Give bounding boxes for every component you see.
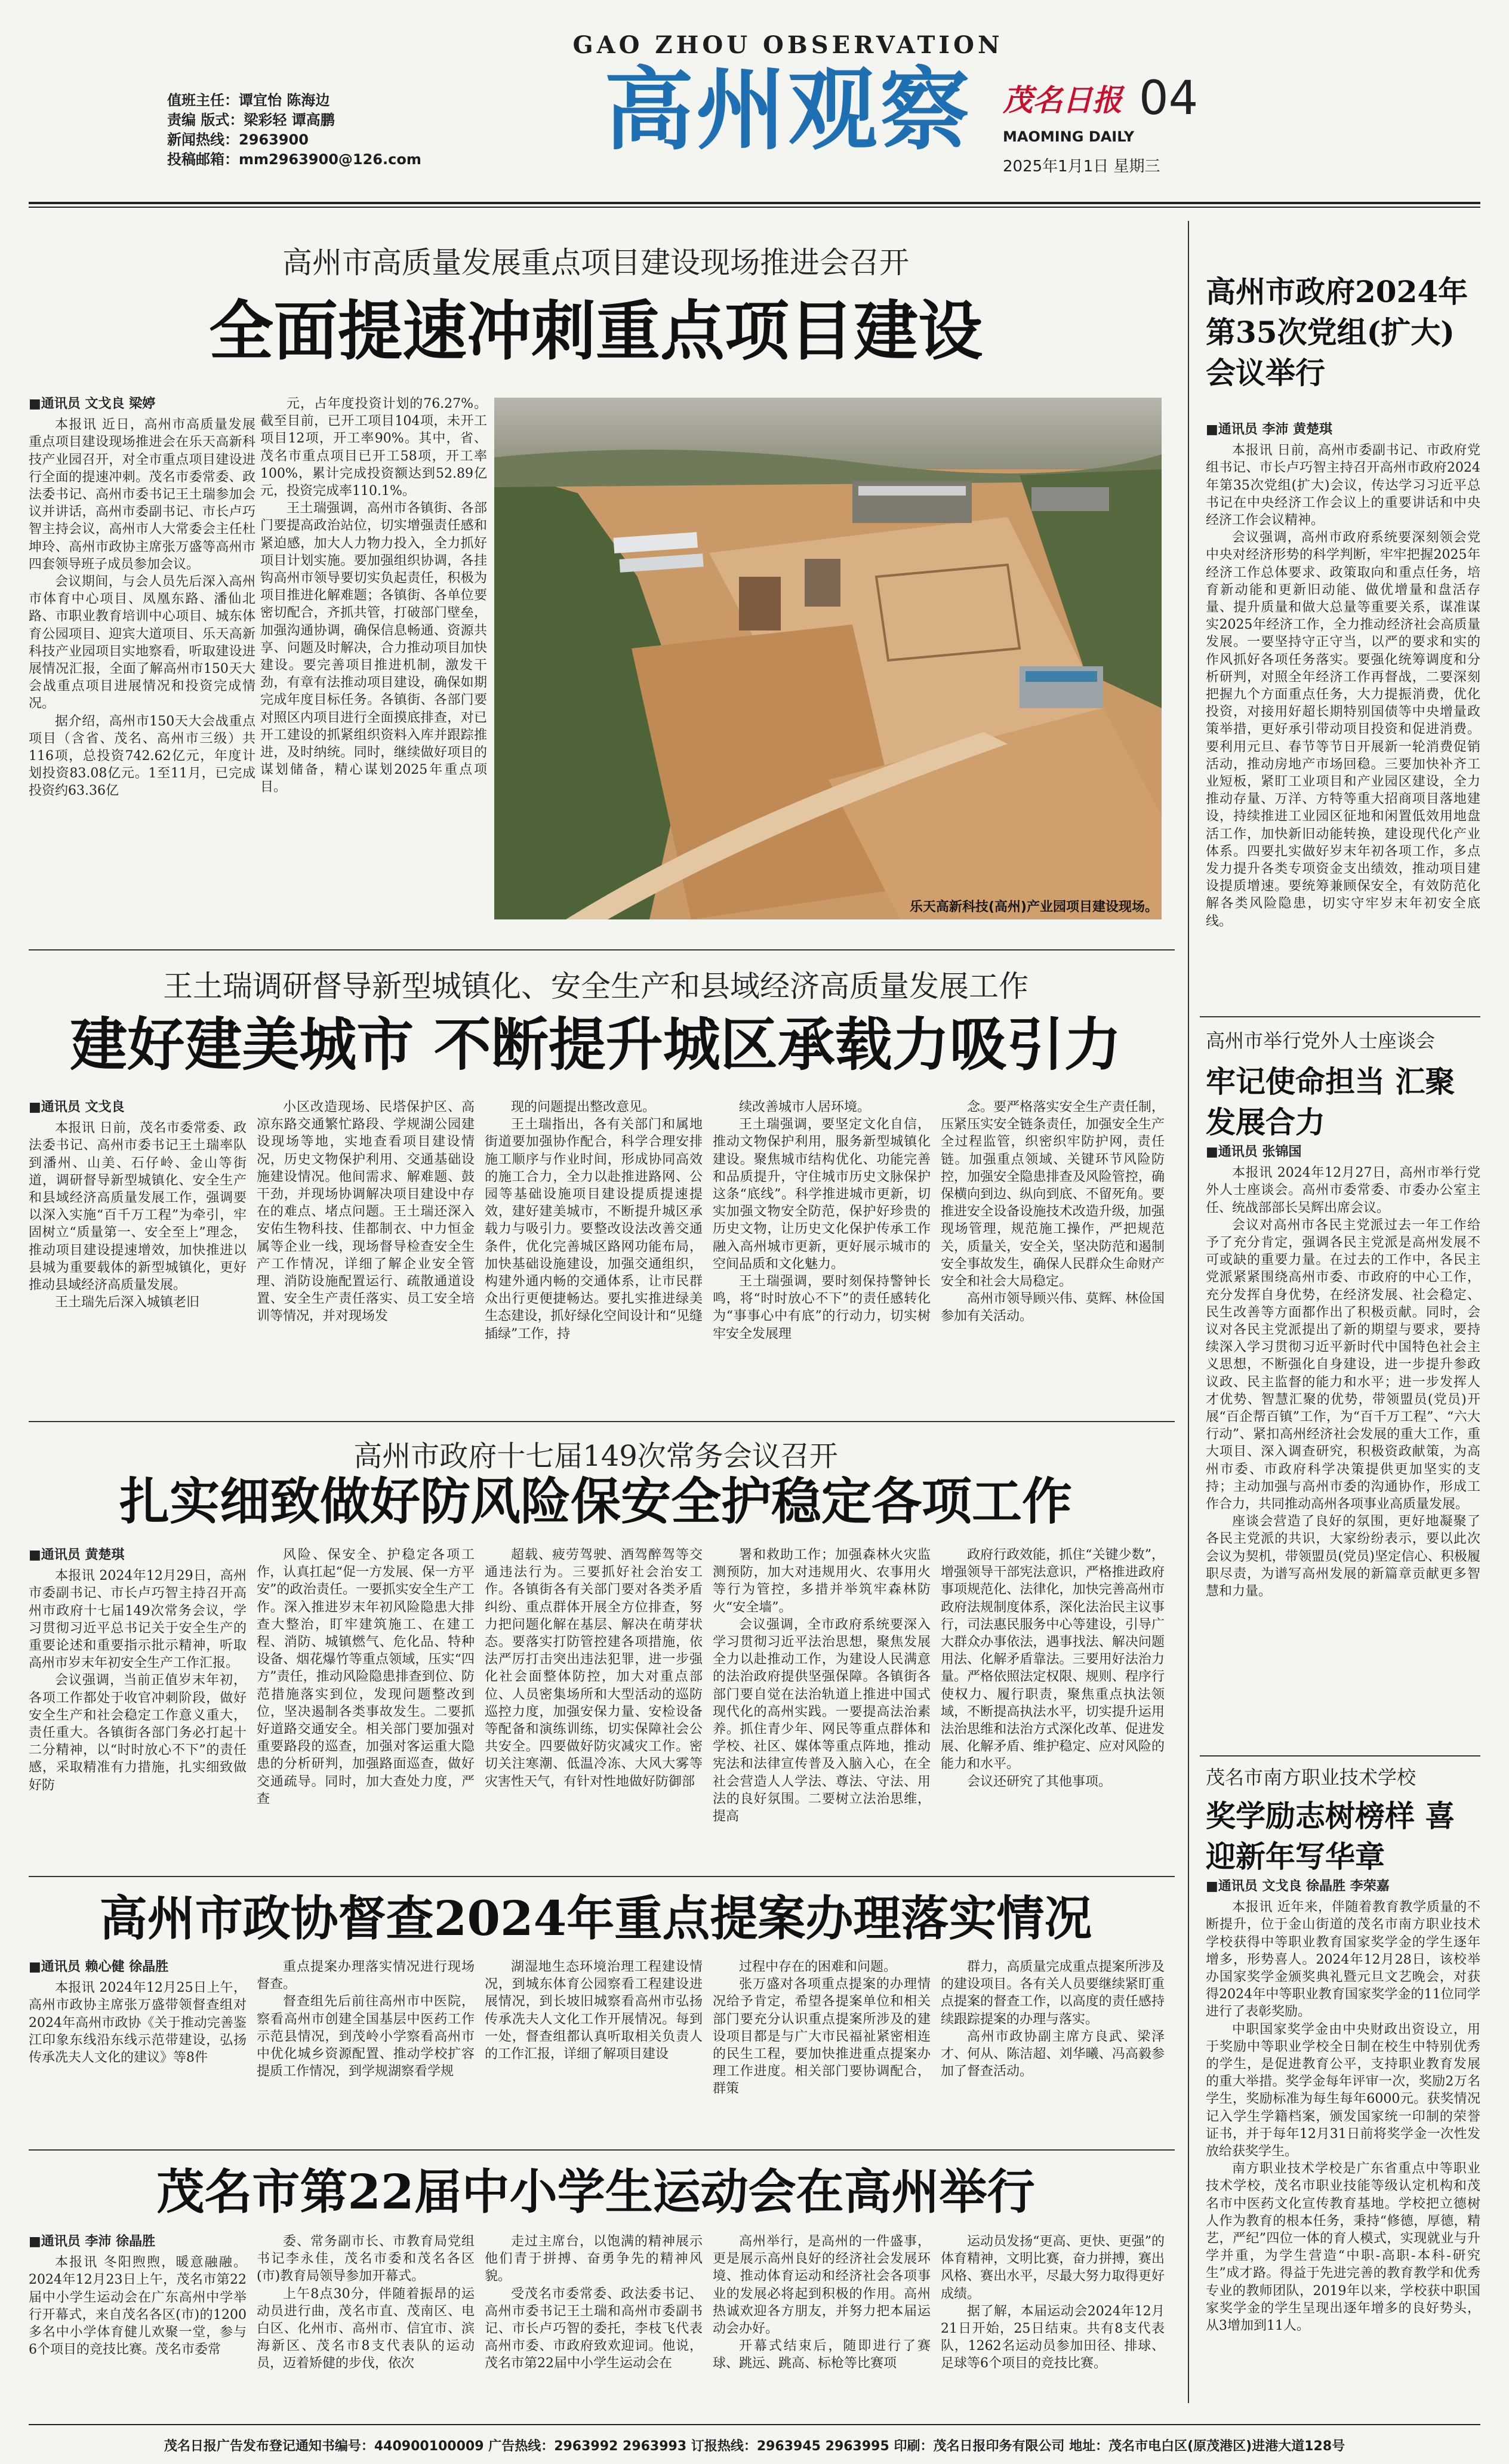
sidebar-article1: [1206, 272, 1480, 393]
paragraph: 中职国家奖学金由中央财政出资设立，用于奖励中等职业学校全日制在校生中特别优秀的学生，是促进教育公平，支持职业教育发展的重大举措。奖学金每年评审一次，奖励2万名学生，奖励标准为每生每年6000元。获奖情况记入学生学籍档案，颁发国家统一印制的荣誉证书，并于每年12月31日前将奖学金一次性发放给获奖学生。: [1206, 2022, 1480, 2160]
footer-rule: [29, 2424, 1480, 2425]
paragraph: 会议强调，当前正值岁末年初，各项工作都处于收官冲刺阶段，做好安全生产和社会稳定工作意义重大，责任重大。各镇街各部门务必打起十二分精神，以“时时放心不下”的责任感，采取精准有力措施，扎实细致做好防: [29, 1673, 247, 1793]
paper-logo: 茂名日报: [1003, 82, 1122, 118]
paragraph: 高州举行，是高州的一件盛事，更是展示高州良好的经济社会发展环境、推动体育运动和经济社会各项事业的发展必将起到积极的作用。高州热诚欢迎各方朋友，并努力把本届运动会办好。: [713, 2234, 931, 2337]
issue-date: 2025年1月1日 星期三: [1003, 158, 1160, 176]
paragraph: 走过主席台，以饱满的精神展示他们青于拼搏、奋勇争先的精神风貌。: [485, 2234, 703, 2284]
footer-info: 茂名日报广告发布登记通知书编号：440900100009 广告热线：2963992 2963993 订报热线：2963945 2963995 印刷：茂名日报印务有限公司 地址：茂名市电白区(原茂港区)进港大道128号: [164, 2439, 1345, 2454]
paragraph: 高州市政协副主席方良武、梁泽才、何从、陈洁超、刘华曦、冯高毅参加了督查活动。: [941, 2029, 1165, 2080]
article5-col: [29, 2233, 247, 2406]
paragraph: 本报讯 近日，高州市高质量发展重点项目建设现场推进会在乐天高新科技产业园召开，对全市重点项目建设进行全面的提速冲刺。茂名市委常委、政法委书记、高州市委书记王土瑞参加会议并讲话，高州市委副书记、市长卢巧智主持会议，高州市人大常委会主任杜坤玲、高州市政协主席张万盛等高州市四套领导班子成员参加会议。: [29, 417, 255, 572]
masthead-rule-thin: [29, 207, 1480, 208]
article5-col: [941, 2233, 1165, 2406]
article4-col: [713, 1958, 931, 2143]
article3-headline: 扎实细致做好防风险保安全护稳定各项工作: [119, 1472, 1072, 1531]
sidebar2-byline: ■通讯员 张锦国: [1206, 1145, 1302, 1159]
article2-col: [713, 1099, 931, 1415]
paragraph: 本报讯 2024年12月27日，高州市举行党外人士座谈会。高州市委常委、市委办公室主任、统战部部长吴辉出席会议。: [1206, 1165, 1480, 1216]
paragraph: 受茂名市委常委、政法委书记、高州市委书记王土瑞和高州市委副书记、市长卢巧智的委托，李枝飞代表高州市委、市政府致欢迎词。他说，茂名市第22届中小学生运动会在: [485, 2286, 703, 2371]
paragraph: 署和救助工作；加强森林火灾监测预防，加大对违规用火、农事用火等行为管控，多措并举筑牢森林防火“安全墙”。: [713, 1548, 931, 1615]
paragraph: 会议强调，全市政府系统要深入学习贯彻习近平法治思想，聚焦发展全力以赴推动工作，为建设人民满意的法治政府提供坚强保障。各镇街各部门要自觉在法治轨道上推进中国式现代化的高州实践。一要提高法治素养。抓住青少年、网民等重点群体和学校、社区、媒体等重点阵地，推动宪法和法律宣传普及入脑入心，在全社会营造人人学法、尊法、守法、用法的良好氛围。二要树立法治思维，提高: [713, 1617, 931, 1825]
paragraph: 张万盛对各项重点提案的办理情况给予肯定，希望各提案单位和相关部门要充分认识重点提案所涉及的建设项目都是与广大市民福祉紧密相连的民生工程，要加快推进重点提案办理工作进度。相关部门要协调配合，群策: [713, 1977, 931, 2097]
article4-col: [29, 1958, 247, 2143]
paragraph: 现的问题提出整改意见。: [511, 1100, 656, 1115]
paragraph: 本报讯 2024年12月25日上午，高州市政协主席张万盛带领督查组对2024年高州市政协《关于推动完善鉴江印象东线沿东线示范带建设，弘扬传承冼夫人文化的建议》等8件: [29, 1980, 247, 2066]
article2-subtitle: 王土瑞调研督导新型城镇化、安全生产和县域经济高质量发展工作: [163, 969, 1028, 1004]
sidebar1-byline: ■通讯员 李沛 黄楚琪: [1206, 422, 1333, 437]
article3-col: [257, 1546, 475, 1869]
section-divider: [29, 1421, 1175, 1422]
paragraph: 会议还研究了其他事项。: [967, 1774, 1112, 1789]
paragraph: 开幕式结束后，随即进行了赛球、跳远、跳高、标枪等比赛项: [713, 2339, 931, 2371]
paragraph: 本报讯 近年来，伴随着教育教学质量的不断提升，位于金山街道的茂名市南方职业技术学校获得中等职业教育国家奖学金的学生逐年增多，形势喜人。2024年12月28日，该校举办国家奖学金颁奖典礼暨元旦文艺晚会，对获得2024年中等职业教育国家奖学金的11位同学进行了表彰奖励。: [1206, 1900, 1480, 2020]
paragraph: 群力，高质量完成重点提案所涉及的建设项目。各有关人员要继续紧盯重点提案的督查工作，以高度的责任感持续跟踪提案的办理与落实。: [941, 1959, 1165, 2027]
paragraph: 王土瑞指出，各有关部门和属地街道要加强协作配合，科学合理安排施工顺序与作业时间，形成协同高效的施工合力，全力以赴推进路网、公园等基础设施项目建设提质提速提效，建好建美城市，不断提升城区承载力与吸引力。要整改设法改善交通条件，优化完善城区路网功能布局，加快基础设施建设，加强交通组织，构建外通内畅的交通体系，让市民群众出行更便捷畅达。要扎实推进绿美生态建设，抓好绿化空间设计和“见缝插绿”工作，持: [485, 1117, 703, 1342]
article1-col1: [29, 395, 255, 945]
article4-col: [941, 1958, 1165, 2143]
paragraph: 超载、疲劳驾驶、酒驾醉驾等交通违法行为。三要抓好社会治安工作。各镇街各有关部门要对各类矛盾纠纷、重点群体开展全方位排查，努力把问题化解在基层、解决在萌芽状态。要落实打防管控建各项措施，依法严厉打击突出违法犯罪，进一步强化社会面整体防控，加大对重点部位、人员密集场所和大型活动的巡防巡控力度，加强安保力量、安检设备等配备和演练训练，切实保障社会公共安全。四要做好防灾减灾工作。密切关注寒潮、低温冷冻、大风大雾等灾害性天气，有针对性地做好防御部: [485, 1548, 703, 1789]
paragraph: 政府行政效能，抓住“关键少数”，增强领导干部宪法意识，严格推进政府事项规范化、法律化，加快完善高州市政府法规制度体系，深化法治民主议事行，司法惠民服务中心等建设，引导广大群众办事依法，遇事找法、解决问题用法、化解矛盾靠法。三要用好法治力量。严格依照法定权限、规则、程序行使权力、履行职责，聚焦重点执法领域，不断提高执法水平，切实提升运用法治思维和法治方式深化改革、促进发展、化解矛盾、维护稳定、应对风险的能力和水平。: [941, 1548, 1165, 1772]
paragraph: 过程中存在的困难和问题。: [739, 1959, 897, 1974]
article5-headline: 茂名市第22届中小学生运动会在高州举行: [156, 2164, 1035, 2220]
paragraph: 本报讯 日前，茂名市委常委、政法委书记、高州市委书记王土瑞率队到潘州、山美、石仔岭、金山等街道，调研督导新型城镇化、安全生产和县域经济高质量发展工作，强调要以深入实施“百千万工程”为牵引，牢固树立“质量第一、安全至上”理念，推动项目建设提速增效，加快推进以县城为重要载体的新型城镇化，更好推动县域经济高质量发展。: [29, 1121, 247, 1293]
sidebar2-headline: 牢记使命担当 汇聚发展合力: [1206, 1064, 1455, 1140]
paragraph: 元，占年度投资计划的76.27%。截至目前，已开工项目104项，未开工项目12项，开工率90%。其中，省、茂名市重点项目已开工58项，开工率100%，累计完成投资额达到52.89亿元，投资完成率110.1%。: [260, 396, 487, 499]
sidebar3-kicker: 茂名市南方职业技术学校: [1206, 1766, 1416, 1789]
paragraph: 本报讯 日前，高州市委副书记、市政府党组书记、市长卢巧智主持召开高州市政府2024年第35次党组(扩大)会议，传达学习习近平总书记在中央经济工作会议上的重要讲话和中央经济工作会议精神。: [1206, 443, 1480, 528]
article2-col: [485, 1099, 703, 1415]
paragraph: 上午8点30分，伴随着振昂的运动员进行曲，茂名市直、茂南区、电白区、化州市、高州市、信宜市、滨海新区、茂名市8支代表队的运动员，迈着矫健的步伐，依次: [257, 2286, 475, 2371]
paragraph: 督查组先后前往高州市中医院，察看高州市创建全国基层中医药工作示范县情况，到茂岭小学察看高州市中优化城乡资源配置、推动学校扩容提质工作情况，到学规湖察看学规: [257, 1994, 475, 2080]
article2-headline: 建好建美城市 不断提升城区承载力吸引力: [70, 1011, 1122, 1078]
staff-line: 投稿邮箱：mm2963900@126.com: [167, 151, 421, 168]
article4-headline: 高州市政协督查2024年重点提案办理落实情况: [99, 1890, 1092, 1946]
paragraph: 王土瑞强调，要时刻保持警钟长鸣，将“时时放心不下”的责任感转化为“事事心中有底”的行动力，切实树牢安全发展理: [713, 1274, 931, 1342]
article5-byline: ■通讯员 李沛 徐晶胜: [29, 2234, 156, 2249]
paragraph: 本报讯 2024年12月29日，高州市委副书记、市长卢巧智主持召开高州市政府十七届149次常务会议，学习贯彻习近平总书记关于安全生产的重要论述和重要指示批示精神，听取高州市岁末年初安全生产工作汇报。: [29, 1568, 247, 1671]
sidebar3-headline: 奖学励志树榜样 喜迎新年写华章: [1206, 1798, 1455, 1874]
sidebar-article3: [1206, 1762, 1480, 1877]
sidebar1-body: [1206, 421, 1480, 1012]
paragraph: 高州市领导顾兴伟、莫辉、林俭国参加有关活动。: [941, 1291, 1165, 1324]
page-number: 04: [1139, 72, 1199, 125]
article4-col: [257, 1958, 475, 2143]
paragraph: 委、常务副市长、市教育局党组书记李永佳，茂名市委和茂名各区(市)教育局领导参加开幕式。: [257, 2234, 475, 2284]
paragraph: 湖湿地生态环境治理工程建设情况，到城东体育公园察看工程建设进展情况，到长坡旧城察看高州市弘扬传承冼夫人文化工作开展情况。每到一处，督查组都认真听取相关负责人的工作汇报，详细了解项目建设: [485, 1959, 703, 2062]
page-title: 高州观察: [603, 59, 972, 162]
paragraph: 续改善城市人居环境。: [739, 1100, 871, 1115]
staff-line: 责编 版式：梁彩轻 谭高鹏: [167, 112, 335, 128]
paragraph: 会议强调，高州市政府系统要深刻领会党中央对经济形势的科学判断，牢牢把握2025年经济工作总体要求、政策取向和重点任务，培育新动能和更新旧动能、做优增量和盘活存量、提升质量和做大总量等重要关系，谋准谋实2025年经济工作，全力推动经济社会高质量发展。一要坚持守正守当，以严的要求和实的作风抓好各项任务落实。要强化统筹调度和分析研判，对照全年经济工作再督战，二要深刻把握九个方面重点任务，大力提振消费，优化投资，对接用好超长期特别国债等中央增量政策举措，更好承引带动项目投资和促进消费。要利用元旦、春节等节日开展新一轮消费促销活动，推动房地产市场回稳。三要加快补齐工业短板，紧盯工业项目和产业园区建设，全力推动存量、万洋、方特等重大招商项目落地建设，持续推进工业园区征地和闲置低效用地盘活工作，加快新旧动能转换，建设现代化产业体系。四要扎实做好岁末年初各项工作，多点发力提升各类专项资金支出绩效，推动项目建设提质增速。要统筹兼顾保安全，有效防范化解各类风险隐患，切实守牢岁末年初安全底线。: [1206, 530, 1480, 929]
paragraph: 本报讯 冬阳煦煦，暖意融融。2024年12月23日上午，茂名市第22届中小学生运动会在广东高州中学举行开幕式，来自茂名各区(市)的1200多名中小学体育健儿欢聚一堂，参与6个项目的竞技比赛。茂名市委常: [29, 2255, 247, 2358]
paragraph: 王土瑞强调，要坚定文化自信，推动文物保护利用，服务新型城镇化建设。聚焦城市结构优化、功能完善和品质提升，守住城市历史文脉保护这条“底线”。科学推进城市更新，切实加强文物安全防范，保护好珍贵的历史文物，让历史文化保护传承工作融入高州城市更新，更好展示城市的空间品质和文化魅力。: [713, 1117, 931, 1272]
article1-col2: [260, 395, 487, 945]
sidebar2-body: [1206, 1143, 1480, 1752]
paragraph: 王土瑞先后深入城镇老旧: [55, 1295, 200, 1311]
article2-byline: ■通讯员 文戈良: [29, 1100, 125, 1115]
sidebar1-headline: 高州市政府2024年第35次党组(扩大)会议举行: [1206, 274, 1468, 390]
photo-caption: 乐天高新科技(高州)产业园项目建设现场。: [909, 900, 1158, 915]
construction-site-photo: [494, 398, 1162, 919]
masthead-rule: [29, 202, 1480, 204]
paragraph: 风险、保安全、护稳定各项工作，认真扛起“促一方发展、保一方平安”的政治责任。一要抓实安全生产工作。深入推进岁末年初风险隐患大排查大整治，盯牢建筑施工、在建工程、消防、城镇燃气、危化品、特种设备、烟花爆竹等重点领域，压实“四方”责任，推动风险隐患排查到位、防范措施落实到位，发现问题整改到位，坚决遏制各类事故发生。二要抓好道路交通安全。相关部门要加强对重要路段的巡查，加强对客运重大隐患的分析研判，加强路面巡查，做好交通疏导。同时，加大查处力度，严查: [257, 1548, 475, 1807]
section-divider: [29, 949, 1175, 950]
article3-col: [713, 1546, 931, 1869]
paragraph: 座谈会营造了良好的氛围，更好地凝聚了各民主党派的共识，大家纷纷表示，要以此次会议为契机，带领盟员(党员)坚定信心、积极履职尽责，为谱写高州发展的新篇章贡献更多智慧和力量。: [1206, 1514, 1480, 1599]
paragraph: 小区改造现场、民塔保护区、高凉东路交通繁忙路段、学规湖公园建设现场等地，实地查看项目建设情况，历史文物保护利用、交通基础设施建设情况。他间需求、解难题、鼓干劲，并现场协调解决项目建设中存在的难点、堵点问题。王土瑞还深入安佑生物科技、佳都制衣、中力恒金属等企业一线，现场督导检查安全生产工作情况，详细了解企业安全管理、消防设施配置运行、疏散通道设置、安全生产责任落实、员工安全培训等情况，并对现场发: [257, 1100, 475, 1324]
english-title: GAO ZHOU OBSERVATION: [572, 31, 1003, 59]
paragraph: 据介绍，高州市150天大会战重点项目（含省、茂名、高州市三级）共116项，总投资742.62亿元，年度计划投资83.08亿元。1至11月，已完成投资约63.36亿: [29, 713, 255, 799]
paragraph: 据了解，本届运动会2024年12月21日开始，25日结束。共有8支代表队，1262名运动员参加田径、排球、足球等6个项目的竞技比赛。: [941, 2303, 1165, 2371]
sidebar-divider: [1200, 1755, 1480, 1757]
article2-col: [941, 1099, 1165, 1415]
staff-line: 新闻热线：2963900: [167, 131, 309, 148]
article3-subtitle: 高州市政府十七届149次常务会议召开: [353, 1439, 838, 1473]
article1-byline: ■通讯员 文戈良 梁婷: [29, 396, 156, 411]
article5-col: [257, 2233, 475, 2406]
article3-col: [485, 1546, 703, 1869]
column-divider: [1188, 221, 1189, 2403]
article5-col: [485, 2233, 703, 2406]
sidebar3-byline: ■通讯员 文戈良 徐晶胜 李荣嘉: [1206, 1879, 1390, 1894]
sidebar-article2: [1206, 1026, 1480, 1143]
paper-english-name: MAOMING DAILY: [1003, 128, 1135, 145]
paragraph: 南方职业技术学校是广东省重点中等职业技术学校，茂名市职业技能等级认定机构和茂名市中医药文化宣传教育基地。学校把立德树人作为教育的根本任务，秉持“修德，厚德，精艺，严纪”四位一体的育人模式，实现就业与升学并重，为学生营造“中职-高职-本科-研究生”成才路。得益于先进完善的教育教学和优秀专业的教师团队，2019年以来，学校获中职国家奖学金的学生呈现出逐年增多的良好势头，从3增加到11人。: [1206, 2161, 1480, 2334]
article5-col: [713, 2233, 931, 2406]
paragraph: 重点提案办理落实情况进行现场督查。: [257, 1959, 475, 1992]
article4-col: [485, 1958, 703, 2143]
paragraph: 念。要严格落实安全生产责任制，压紧压实安全链条责任，加强安全生产全过程监管，织密织牢防护网，责任链。加强重点领域、关键环节风险防控，加强安全隐患排查及风险管控，确保横向到边、纵向到底、不留死角。要推进安全设备设施技术改造升级，加强现场管理，规范施工操作，严把规范关，质量关，安全关，坚决防范和遏制安全事故发生，确保人民群众生命财产安全和社会大局稳定。: [941, 1100, 1165, 1290]
article3-col: [29, 1546, 247, 1869]
paragraph: 运动员发扬“更高、更快、更强”的体育精神，文明比赛，奋力拼搏，赛出风格、赛出水平，尽最大努力取得更好成绩。: [941, 2234, 1165, 2302]
article3-col: [941, 1546, 1165, 1869]
article1-headline: 全面提速冲刺重点项目建设: [208, 294, 983, 369]
staff-line: 值班主任：谭宜怡 陈海边: [167, 92, 330, 109]
paragraph: 会议对高州市各民主党派过去一年工作给予了充分肯定，强调各民主党派是高州发展不可或缺的重要力量。在过去的工作中，各民主党派紧紧围绕高州市委、市政府的中心工作，充分发挥自身优势，在经济发展、社会稳定、民生改善等方面都作出了积极贡献。同时，会议对各民主党派提出了新的期望与要求，要持续深入学习贯彻习近平新时代中国特色社会主义思想，不断强化自身建设，进一步提升参政议政、民主监督的能力和水平；进一步发挥人才优势、智慧汇聚的优势，带领盟员(党员)开展“百企帮百镇”工作，为“百千万工程”、“六大行动”、紧扣高州经济社会发展的重大工作，重大项目、深入调查研究，积极资政献策，为高州市委、市政府科学决策提供更加坚实的支持；主动加强与高州市委的沟通协作，形成工作合力，共同推动高州各项事业高质量发展。: [1206, 1217, 1480, 1512]
sidebar3-body: [1206, 1878, 1480, 2415]
sidebar-divider: [1200, 1016, 1480, 1017]
section-divider: [29, 1876, 1175, 1877]
article2-col: [29, 1099, 247, 1415]
article4-byline: ■通讯员 赖心健 徐晶胜: [29, 1959, 169, 1974]
staff-list: [167, 91, 478, 170]
sidebar2-kicker: 高州市举行党外人士座谈会: [1206, 1029, 1436, 1052]
paragraph: 会议期间，与会人员先后深入高州市体育中心项目、凤凰东路、潘仙北路、市职业教育培训中心项目、城东体育公园项目、迎宾大道项目、乐天高新科技产业园项目实地察看，听取建设进展情况汇报，全面了解高州市150天大会战重点项目进展情况和投资完成情况。: [29, 574, 255, 712]
paragraph: 王土瑞强调，高州市各镇街、各部门要提高政治站位，切实增强责任感和紧迫感，加大人力物力投入，全力抓好项目计划实施。要加强组织协调，各挂钩高州市领导要切实负起责任，积极为项目推进化解难题；各镇街、各单位要密切配合，齐抓共管，打破部门壁垒，加强沟通协调，确保信息畅通、资源共享、问题及时解决，合力推动项目加快建设。要完善项目推进机制，激发干劲，有章有法推动项目建设，确保如期完成年度目标任务。各镇街、各部门要对照区内项目进行全面摸底排查，对已开工建设的抓紧组织资料入库并跟踪推进，及时纳统。同时，继续做好项目的谋划储备，精心谋划2025年重点项目。: [260, 501, 487, 795]
article2-col: [257, 1099, 475, 1415]
article3-byline: ■通讯员 黄楚琪: [29, 1548, 125, 1562]
article1-subtitle: 高州市高质量发展重点项目建设现场推进会召开: [282, 245, 909, 280]
section-divider: [29, 2149, 1175, 2151]
